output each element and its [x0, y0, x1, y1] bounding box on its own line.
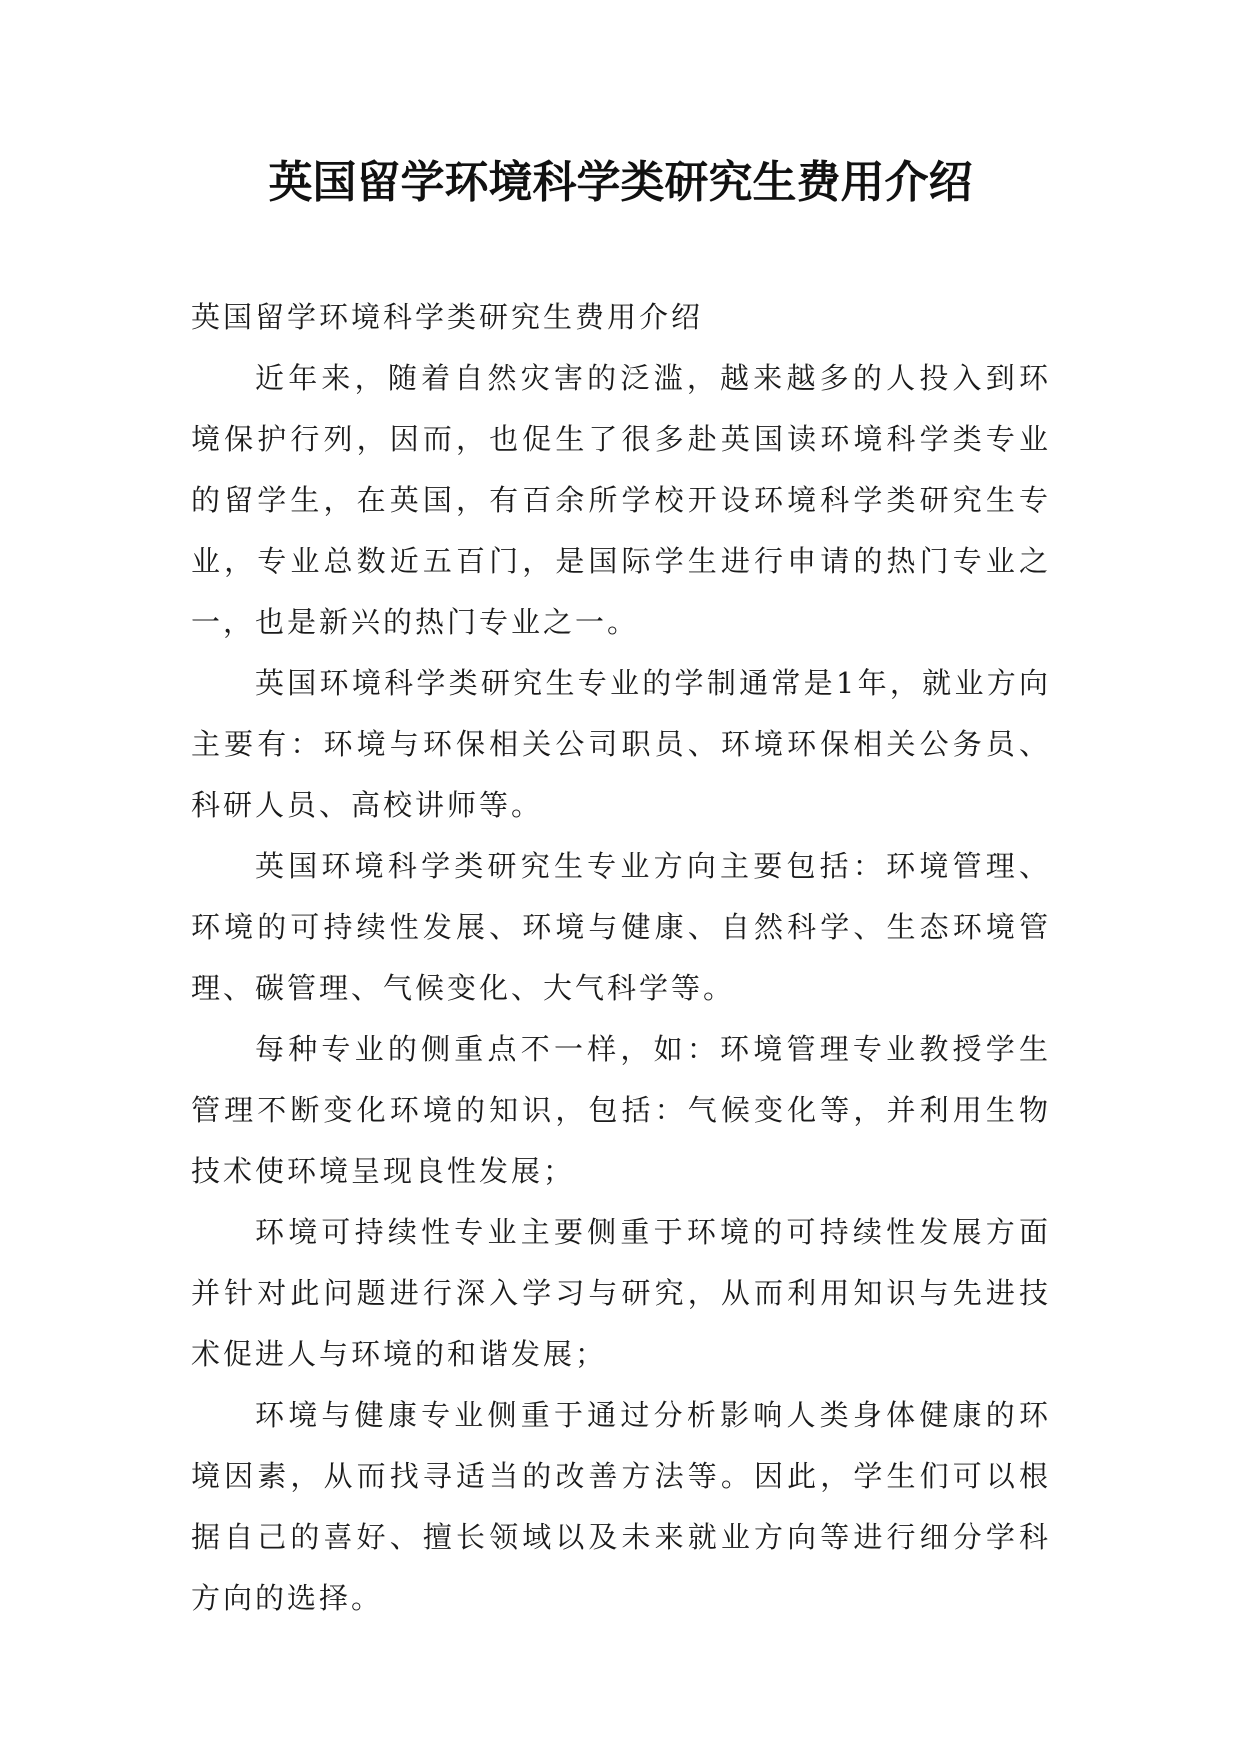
body-paragraph: 英国环境科学类研究生专业方向主要包括：环境管理、环境的可持续性发展、环境与健康、自然科学、生态环境管理、碳管理、气候变化、大气科学等。	[191, 849, 1051, 1005]
body-paragraph: 近年来，随着自然灾害的泛滥，越来越多的人投入到环境保护行列，因而，也促生了很多赴英国读环境科学类专业的留学生，在英国，有百余所学校开设环境科学类研究生专业，专业总数近五百门，是国际学生进行申请的热门专业之一，也是新兴的热门专业之一。	[191, 361, 1051, 639]
document-title: 英国留学环境科学类研究生费用介绍	[268, 157, 973, 208]
body-paragraph-subtitle: 英国留学环境科学类研究生费用介绍	[191, 300, 704, 334]
document-body	[191, 287, 1051, 1629]
body-paragraph: 环境可持续性专业主要侧重于环境的可持续性发展方面并针对此问题进行深入学习与研究，从而利用知识与先进技术促进人与环境的和谐发展；	[191, 1215, 1051, 1371]
body-paragraph: 环境与健康专业侧重于通过分析影响人类身体健康的环境因素，从而找寻适当的改善方法等。因此，学生们可以根据自己的喜好、擅长领域以及未来就业方向等进行细分学科方向的选择。	[191, 1398, 1051, 1615]
body-paragraph: 每种专业的侧重点不一样，如：环境管理专业教授学生管理不断变化环境的知识，包括：气候变化等，并利用生物技术使环境呈现良性发展；	[191, 1032, 1051, 1188]
body-paragraph: 英国环境科学类研究生专业的学制通常是1年，就业方向主要有：环境与环保相关公司职员、环境环保相关公务员、科研人员、高校讲师等。	[191, 666, 1051, 822]
